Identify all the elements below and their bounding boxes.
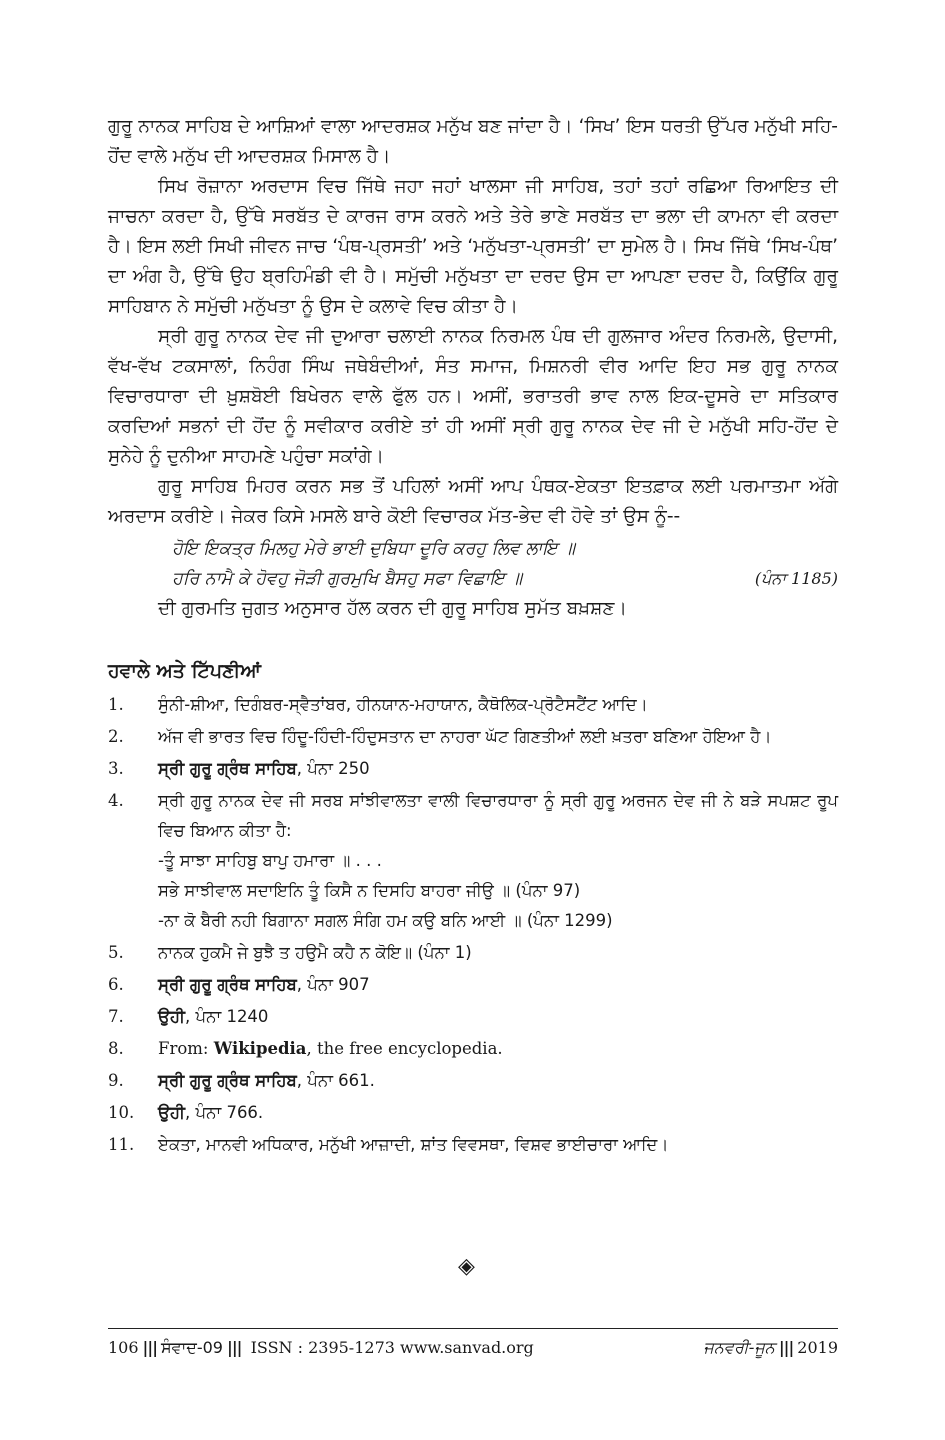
reference-prefix: From:: [158, 1039, 214, 1058]
reference-text: ਨਾਨਕ ਹੁਕਮੈ ਜੇ ਬੁਝੈ ਤ ਹਉਮੈ ਕਹੈ ਨ ਕੋਇ॥ (ਪੰਨਾ 1): [158, 943, 472, 962]
reference-number: 3.: [108, 759, 124, 778]
reference-number: 4.: [108, 791, 124, 810]
issue-period: ਜਨਵਰੀ-ਜੂਨ: [703, 1338, 775, 1357]
reference-number: 1.: [108, 695, 124, 714]
quoted-line: -ਤੂੰ ਸਾਝਾ ਸਾਹਿਬੁ ਬਾਪੁ ਹਮਾਰਾ ॥ . . .: [158, 851, 382, 870]
reference-text: [158, 1034, 838, 1064]
reference-bold-title: ਸ੍ਰੀ ਗੁਰੂ ਗ੍ਰੰਥ ਸਾਹਿਬ: [158, 975, 297, 994]
reference-item: [108, 1130, 838, 1160]
gurbani-verse: [108, 534, 838, 594]
reference-item: [108, 786, 838, 936]
references-list: [108, 690, 838, 1160]
reference-text: [158, 1002, 838, 1032]
verse-line-2-text: ਹਰਿ ਨਾਮੈ ਕੇ ਹੋਵਹੁ ਜੋੜੀ ਗੁਰਮੁਖਿ ਬੈਸਹੁ ਸਫਾ ਵਿਛਾਇ ॥: [172, 569, 523, 589]
reference-item: [108, 938, 838, 968]
reference-number: 5.: [108, 943, 124, 962]
issn: ISSN : 2395-1273: [250, 1338, 395, 1357]
reference-item: [108, 1066, 838, 1096]
reference-text: [158, 1066, 838, 1096]
reference-item: [108, 690, 838, 720]
reference-page: , ਪੰਨਾ 661.: [296, 1071, 375, 1090]
reference-body: ਸ੍ਰੀ ਗੁਰੂ ਨਾਨਕ ਦੇਵ ਜੀ ਸਰਬ ਸਾਂਝੀਵਾਲਤਾ ਵਾਲੀ ਵਿਚਾਰਧਾਰਾ ਨੂੰ ਸ੍ਰੀ ਗੁਰੂ ਅਰਜਨ ਦੇਵ ਜੀ ਨੇ ਬੜੇ ਸਪਸ਼ਟ ਰੂਪ ਵਿਚ ਬਿਆਨ ਕੀਤਾ ਹੈ:: [158, 791, 838, 840]
reference-number: 6.: [108, 975, 124, 994]
reference-bold-title: ਸ੍ਰੀ ਗੁਰੂ ਗ੍ਰੰਥ ਸਾਹਿਬ: [158, 1071, 297, 1090]
reference-item: [108, 970, 838, 1000]
website: www.sanvad.org: [400, 1338, 534, 1357]
paragraph-2: ਸਿਖ ਰੋਜ਼ਾਨਾ ਅਰਦਾਸ ਵਿਚ ਜਿੱਥੇ ਜਹਾ ਜਹਾਂ ਖਾਲਸਾ ਜੀ ਸਾਹਿਬ, ਤਹਾਂ ਤਹਾਂ ਰਛਿਆ ਰਿਆਇਤ ਦੀ ਜਾਚਨਾ ਕਰਦਾ ਹੈ, ਉੱਥੇ ਸਰਬੱਤ ਦੇ ਕਾਰਜ ਰਾਸ ਕਰਨੇ ਅਤੇ ਤੇਰੇ ਭਾਣੇ ਸਰਬੱਤ ਦਾ ਭਲਾ ਦੀ ਕਾਮਨਾ ਵੀ ਕਰਦਾ ਹੈ। ਇਸ ਲਈ ਸਿਖੀ ਜੀਵਨ ਜਾਚ ‘ਪੰਥ-ਪ੍ਰਸਤੀ’ ਅਤੇ ‘ਮਨੁੱਖਤਾ-ਪ੍ਰਸਤੀ’ ਦਾ ਸੁਮੇਲ ਹੈ। ਸਿਖ ਜਿੱਥੇ ‘ਸਿਖ-ਪੰਥ’ ਦਾ ਅੰਗ ਹੈ, ਉੱਥੇ ਉਹ ਬ੍ਰਹਿਮੰਡੀ ਵੀ ਹੈ। ਸਮੁੱਚੀ ਮਨੁੱਖਤਾ ਦਾ ਦਰਦ ਉਸ ਦਾ ਆਪਣਾ ਦਰਦ ਹੈ, ਕਿਉਂਕਿ ਗੁਰੂ ਸਾਹਿਬਾਨ ਨੇ ਸਮੁੱਚੀ ਮਨੁੱਖਤਾ ਨੂੰ ਉਸ ਦੇ ਕਲਾਵੇ ਵਿਚ ਕੀਤਾ ਹੈ।: [108, 176, 838, 317]
reference-bold-title: ਸ੍ਰੀ ਗੁਰੂ ਗ੍ਰੰਥ ਸਾਹਿਬ: [158, 759, 297, 778]
verse-line-1: [108, 534, 838, 564]
reference-text: [158, 786, 838, 936]
footer-left: [108, 1338, 534, 1358]
reference-page: , ਪੰਨਾ 907: [296, 975, 370, 994]
reference-number: 2.: [108, 727, 124, 746]
reference-page: , ਪੰਨਾ 250: [296, 759, 370, 778]
separator-bars: |||: [227, 1338, 242, 1357]
reference-item: [108, 722, 838, 752]
reference-page: , ਪੰਨਾ 766.: [185, 1103, 264, 1122]
conclusion-line: ਦੀ ਗੁਰਮਤਿ ਜੁਗਤ ਅਨੁਸਾਰ ਹੱਲ ਕਰਨ ਦੀ ਗੁਰੂ ਸਾਹਿਬ ਸੁਮੱਤ ਬਖ਼ਸ਼ਣ।: [158, 598, 627, 619]
footer-divider: [108, 1328, 838, 1329]
verse-line-1-text: ਹੋਇ ਇਕਤ੍ਰ ਮਿਲਹੁ ਮੇਰੇ ਭਾਈ ਦੁਬਿਧਾ ਦੂਰਿ ਕਰਹੁ ਲਿਵ ਲਾਇ ॥: [172, 539, 575, 559]
page-number: 106: [108, 1338, 139, 1357]
quoted-line: ਸਭੇ ਸਾਝੀਵਾਲ ਸਦਾਇਨਿ ਤੂੰ ਕਿਸੈ ਨ ਦਿਸਹਿ ਬਾਹਰਾ ਜੀਉ ॥ (ਪੰਨਾ 97): [158, 881, 581, 900]
separator-bars: |||: [142, 1338, 158, 1357]
reference-bold-title: ਉਹੀ: [158, 1007, 186, 1026]
reference-item: [108, 754, 838, 784]
reference-page: , ਪੰਨਾ 1240: [185, 1007, 269, 1026]
quoted-line: -ਨਾ ਕੋ ਬੈਰੀ ਨਹੀ ਬਿਗਾਨਾ ਸਗਲ ਸੰਗਿ ਹਮ ਕਉ ਬਨਿ ਆਈ ॥ (ਪੰਨਾ 1299): [158, 911, 613, 930]
reference-number: 10.: [108, 1103, 135, 1122]
reference-text: [158, 1098, 838, 1128]
page-body: [108, 112, 838, 1162]
reference-text: [158, 970, 838, 1000]
reference-item: [108, 1002, 838, 1032]
paragraph-3: ਸ੍ਰੀ ਗੁਰੂ ਨਾਨਕ ਦੇਵ ਜੀ ਦੁਆਰਾ ਚਲਾਈ ਨਾਨਕ ਨਿਰਮਲ ਪੰਥ ਦੀ ਗੁਲਜਾਰ ਅੰਦਰ ਨਿਰਮਲੇ, ਉਦਾਸੀ, ਵੱਖ-ਵੱਖ ਟਕਸਾਲਾਂ, ਨਿਹੰਗ ਸਿੰਘ ਜਥੇਬੰਦੀਆਂ, ਸੰਤ ਸਮਾਜ, ਮਿਸ਼ਨਰੀ ਵੀਰ ਆਦਿ ਇਹ ਸਭ ਗੁਰੂ ਨਾਨਕ ਵਿਚਾਰਧਾਰਾ ਦੀ ਖ਼ੁਸ਼ਬੋਈ ਬਿਖੇਰਨ ਵਾਲੇ ਫੁੱਲ ਹਨ। ਅਸੀਂ, ਭਰਾਤਰੀ ਭਾਵ ਨਾਲ ਇਕ-ਦੂਸਰੇ ਦਾ ਸਤਿਕਾਰ ਕਰਦਿਆਂ ਸਭਨਾਂ ਦੀ ਹੋਂਦ ਨੂੰ ਸਵੀਕਾਰ ਕਰੀਏ ਤਾਂ ਹੀ ਅਸੀਂ ਸ੍ਰੀ ਗੁਰੂ ਨਾਨਕ ਦੇਵ ਜੀ ਦੇ ਮਨੁੱਖੀ ਸਹਿ-ਹੋਂਦ ਦੇ ਸੁਨੇਹੇ ਨੂੰ ਦੁਨੀਆ ਸਾਹਮਣੇ ਪਹੁੰਚਾ ਸਕਾਂਗੇ।: [108, 326, 838, 467]
issue-year: 2019: [797, 1338, 838, 1357]
reference-text: ਅੱਜ ਵੀ ਭਾਰਤ ਵਿਚ ਹਿੰਦੂ-ਹਿੰਦੀ-ਹਿੰਦੁਸਤਾਨ ਦਾ ਨਾਹਰਾ ਘੱਟ ਗਿਣਤੀਆਂ ਲਈ ਖ਼ਤਰਾ ਬਣਿਆ ਹੋਇਆ ਹੈ।: [158, 727, 772, 746]
reference-number: 9.: [108, 1071, 124, 1090]
reference-bold-title: Wikipedia: [213, 1039, 307, 1058]
reference-number: 8.: [108, 1039, 124, 1058]
paragraph-4: ਗੁਰੂ ਸਾਹਿਬ ਮਿਹਰ ਕਰਨ ਸਭ ਤੋਂ ਪਹਿਲਾਂ ਅਸੀਂ ਆਪ ਪੰਥਕ-ਏਕਤਾ ਇਤਫ਼ਾਕ ਲਈ ਪਰਮਾਤਮਾ ਅੱਗੇ ਅਰਦਾਸ ਕਰੀਏ। ਜੇਕਰ ਕਿਸੇ ਮਸਲੇ ਬਾਰੇ ਕੋਈ ਵਿਚਾਰਕ ਮੱਤ-ਭੇਦ ਵੀ ਹੋਵੇ ਤਾਂ ਉਸ ਨੂੰ--: [108, 476, 838, 527]
page-footer: [108, 1338, 838, 1358]
reference-number: 7.: [108, 1007, 124, 1026]
reference-bold-title: ਉਹੀ: [158, 1103, 186, 1122]
reference-item: [108, 1034, 838, 1064]
separator-bars: |||: [778, 1338, 794, 1357]
diamond-ornament-icon: ◈: [458, 1254, 475, 1279]
verse-page-reference: (ਪੰਨਾ 1185): [754, 569, 838, 588]
reference-number: 11.: [108, 1135, 135, 1154]
reference-text: [158, 754, 838, 784]
reference-item: [108, 1098, 838, 1128]
footer-right: [703, 1338, 838, 1358]
reference-text: ਸੁੰਨੀ-ਸ਼ੀਆ, ਦਿਗੰਬਰ-ਸ੍ਵੈਤਾਂਬਰ, ਹੀਨਯਾਨ-ਮਹਾਯਾਨ, ਕੈਥੋਲਿਕ-ਪ੍ਰੋਟੈਸਟੈਂਟ ਆਦਿ।: [158, 695, 648, 714]
references-heading: ਹਵਾਲੇ ਅਤੇ ਟਿੱਪਣੀਆਂ: [108, 660, 261, 682]
paragraph-1: ਗੁਰੂ ਨਾਨਕ ਸਾਹਿਬ ਦੇ ਆਸ਼ਿਆਂ ਵਾਲਾ ਆਦਰਸ਼ਕ ਮਨੁੱਖ ਬਣ ਜਾਂਦਾ ਹੈ। ‘ਸਿਖ’ ਇਸ ਧਰਤੀ ਉੱਪਰ ਮਨੁੱਖੀ ਸਹਿ-ਹੋਂਦ ਵਾਲੇ ਮਨੁੱਖ ਦੀ ਆਦਰਸ਼ਕ ਮਿਸਾਲ ਹੈ।: [108, 116, 838, 167]
verse-line-2: [108, 564, 838, 594]
journal-name: ਸੰਵਾਦ-09: [161, 1338, 223, 1357]
reference-page: , the free encyclopedia.: [306, 1039, 503, 1058]
reference-text: ਏਕਤਾ, ਮਾਨਵੀ ਅਧਿਕਾਰ, ਮਨੁੱਖੀ ਆਜ਼ਾਦੀ, ਸ਼ਾਂਤ ਵਿਵਸਥਾ, ਵਿਸ਼ਵ ਭਾਈਚਾਰਾ ਆਦਿ।: [158, 1135, 669, 1154]
